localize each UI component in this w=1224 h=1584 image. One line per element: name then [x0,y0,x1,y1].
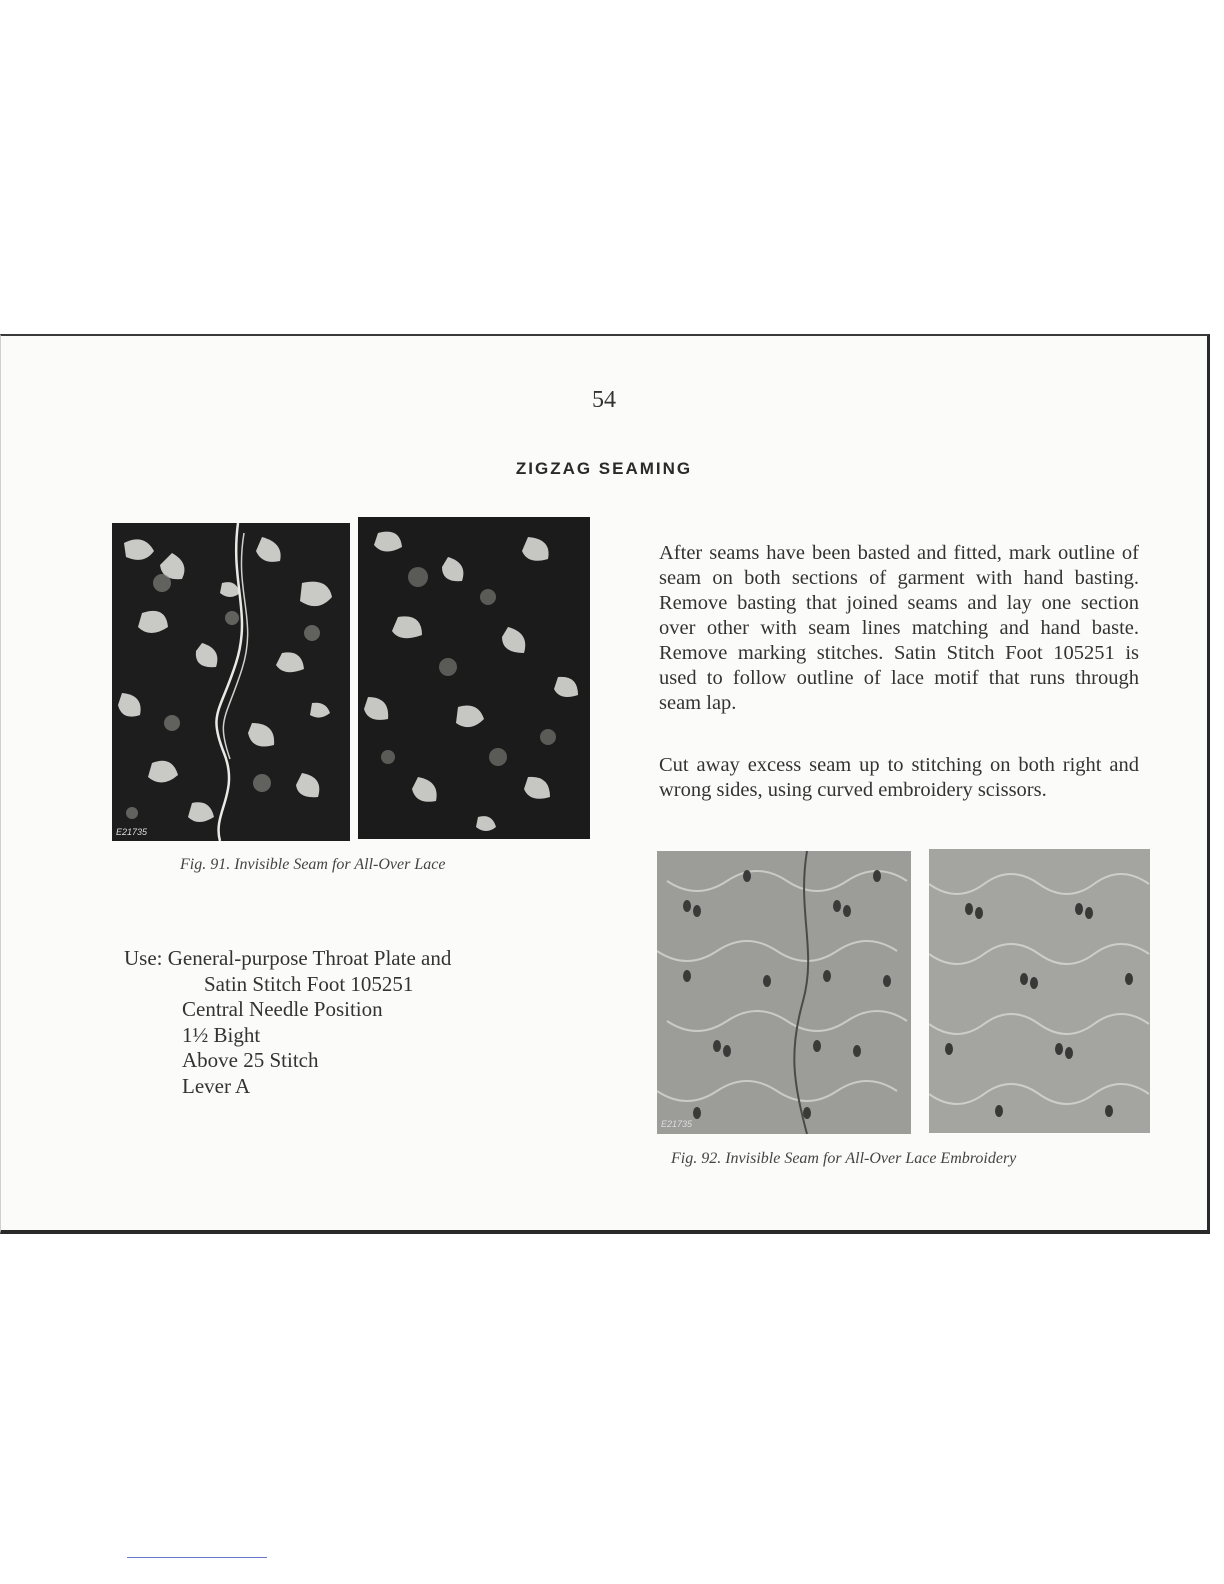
fig91-photo-seamed-lace [112,523,350,841]
settings-line: Central Needle Position [182,997,383,1021]
settings-line: Above 25 Stitch [182,1048,319,1072]
settings-label: Use: [124,946,163,970]
section-heading: ZIGZAG SEAMING [515,459,693,478]
settings-line: 1½ Bight [182,1022,261,1047]
settings-line: Satin Stitch Foot 105251 [204,971,414,996]
instruction-paragraph: After seams have been basted and fitted, mark outline of seam on both sections of garment with hand basting. Remove basting that joined seams and lay one section over other with seam lines matching and hand baste. Remove marking stitches. Satin Stitch Foot 105251 is used to follow outline of lace motif that runs through seam lap. [659,542,1139,714]
fig91-photo-code: E21735 [116,827,148,837]
fig92-photo-embroidery-detail [929,849,1150,1133]
fig92-photo-code: E21735 [661,1119,693,1129]
manual-page [0,334,1210,1234]
fig91-caption: Fig. 91. Invisible Seam for All-Over Lace [180,856,446,873]
machine-settings [124,946,451,1099]
settings-line: Lever A [182,1073,251,1098]
fig91-photo-lace-detail [358,517,590,839]
settings-line: General-purpose Throat Plate and [167,946,452,970]
fig92-caption: Fig. 92. Invisible Seam for All-Over Lace Embroidery [671,1150,1017,1167]
fig92-photo-seamed-embroidery [657,851,911,1134]
settings-first-line [124,946,451,972]
footer-rule [127,1557,267,1558]
instruction-paragraph: Cut away excess seam up to stitching on both right and wrong sides, using curved embroidery scissors. [659,754,1139,801]
page-number: 54 [592,387,616,413]
